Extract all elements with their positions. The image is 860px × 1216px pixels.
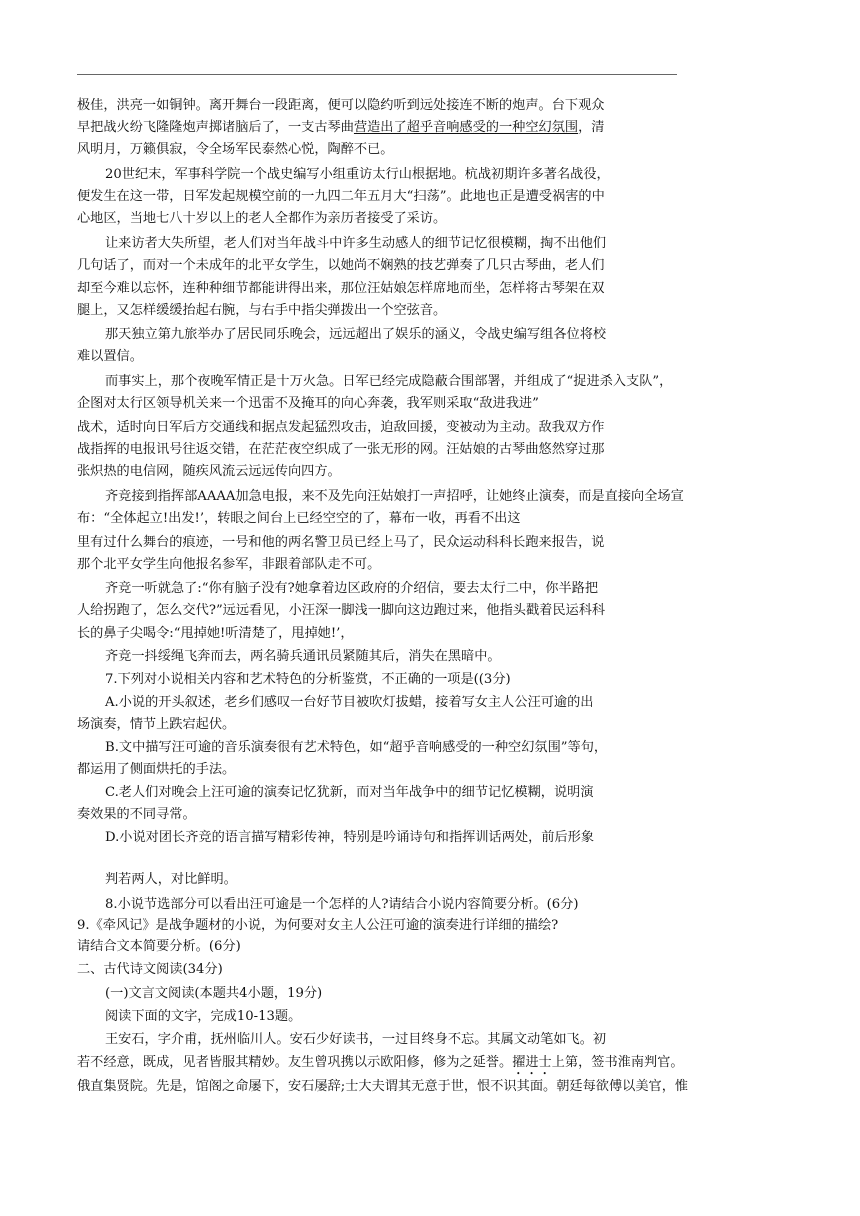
text-run: 人给拐跑了，怎么交代?”远远看见，小汪深一脚浅一脚向这边跑过来，他指头戳着民运科科 bbox=[77, 603, 606, 618]
text-run: 9.《牵风记》是战争题材的小说，为何要对女主人公汪可逾的演奏进行详细的描绘? bbox=[77, 918, 559, 933]
text-line bbox=[77, 302, 446, 320]
text-line bbox=[77, 716, 235, 734]
text-line bbox=[77, 602, 605, 620]
text-run: 7.下列对小说相关内容和艺术特色的分析鉴赏，不正确的一项是((3分) bbox=[105, 672, 511, 687]
text-line bbox=[105, 896, 579, 914]
text-run: 齐竞一抖绥绳飞奔而去，两名骑兵通讯员紧随其后，消失在黑暗中。 bbox=[105, 649, 501, 664]
text-line bbox=[77, 441, 605, 459]
text-line bbox=[77, 210, 446, 228]
text-line bbox=[77, 257, 605, 275]
text-line bbox=[105, 694, 593, 712]
text-line bbox=[105, 671, 511, 689]
text-line bbox=[77, 938, 241, 956]
text-line bbox=[77, 961, 223, 979]
text-run: 极佳，洪亮一如铜钟。离开舞台一段距离，便可以隐约听到远处接连不断的炮声。台下观众 bbox=[77, 98, 605, 113]
text-line bbox=[105, 1031, 606, 1049]
text-run: 战术，适时向日军后方交通线和据点发起猛烈攻击，迫敌回援，变被动为主动。敌我双方作 bbox=[77, 420, 605, 435]
text-line bbox=[77, 806, 196, 824]
text-line bbox=[77, 119, 605, 137]
text-run: 都运用了侧面烘托的手法。 bbox=[77, 762, 236, 777]
text-run: 几句话了，而对一个未成年的北平女学生，以她尚不娴熟的技艺弹奏了几只古琴曲，老人们 bbox=[77, 258, 605, 273]
text-line bbox=[77, 395, 539, 413]
text-run: 俄直集贤院。先是，馆阁之命屡下，安石屡辞;士大夫谓其无意于世，恨不识其面。朝廷每欲傅以美官，惟 bbox=[77, 1079, 689, 1094]
text-run: C.老人们对晚会上汪可逾的演奏记忆犹新，而对当年战争中的细节记忆模糊，说明演 bbox=[105, 785, 594, 800]
text-run: 风明月，万籁俱寂，令全场军民泰然心悦，陶醉不已。 bbox=[77, 142, 394, 157]
text-line bbox=[105, 739, 607, 757]
text-line bbox=[77, 419, 605, 437]
header-rule bbox=[77, 74, 677, 75]
text-line bbox=[105, 648, 501, 666]
text-run: 那个北平女学生向他报名参军，非跟着部队走不可。 bbox=[77, 557, 381, 572]
text-line bbox=[77, 188, 605, 206]
text-line bbox=[77, 625, 354, 643]
text-run: 王安石，字介甫，抚州临川人。安石少好读书，一过目终身不忘。其属文动笔如飞。初 bbox=[105, 1032, 607, 1047]
text-run: 8.小说节选部分可以看出汪可逾是一个怎样的人?请结合小说内容简要分析。(6分) bbox=[105, 897, 579, 912]
text-line bbox=[77, 1078, 688, 1096]
text-run: 战指挥的电报讯号往返交错，在茫茫夜空织成了一张无形的网。汪姑娘的古琴曲悠然穿过那 bbox=[77, 442, 605, 457]
text-run: 20世纪末，军事科学院一个战史编写小组重访太行山根据地。杭战初期许多著名战役， bbox=[105, 167, 610, 182]
text-run: 让来访者大失所望，老人们对当年战斗中许多生动感人的细节记忆很模糊，掏不出他们 bbox=[105, 236, 607, 251]
text-line bbox=[77, 534, 605, 552]
text-line bbox=[105, 235, 606, 253]
text-run: 奏效果的不同寻常。 bbox=[77, 807, 196, 822]
text-run: 企图对太行区领导机关来一个迅雷不及掩耳的向心奔袭，我军则采取“敌进我进” bbox=[77, 396, 539, 411]
text-line bbox=[77, 510, 521, 528]
underlined-phrase: 营造出了超乎音响感受的一种空幻氛围 bbox=[353, 120, 579, 135]
text-line bbox=[77, 463, 341, 481]
text-run: 布：“全体起立!出发!’，转眼之间台上已经空空的了，幕布一收，再看不出这 bbox=[77, 511, 521, 526]
text-line bbox=[105, 985, 322, 1003]
text-line bbox=[105, 488, 684, 506]
emphasized-phrase: 擢进士 bbox=[512, 1055, 552, 1070]
text-run: (一)文言文阅读(本题共4小题，19分) bbox=[105, 986, 323, 1001]
text-run: 齐竞接到指挥部AAAA加急电报，来不及先向汪姑娘打一声招呼，让她终止演奏，而是直接向全场宣 bbox=[105, 489, 684, 504]
text-line bbox=[105, 580, 598, 598]
text-run: 张炽热的电信网，随疾风流云远远传向四方。 bbox=[77, 464, 341, 479]
text-line bbox=[105, 1008, 301, 1026]
text-line bbox=[77, 97, 605, 115]
text-run: 请结合文本简要分析。(6分) bbox=[77, 939, 241, 954]
text-run: 二、古代诗文阅读(34分) bbox=[77, 962, 223, 977]
text-line bbox=[105, 784, 594, 802]
text-run: B.文中描写汪可逾的音乐演奏很有艺术特色，如“超乎音响感受的一种空幻氛围”等句， bbox=[105, 740, 608, 755]
text-line bbox=[77, 761, 235, 779]
text-line bbox=[77, 348, 143, 366]
text-run: 那天独立第九旅举办了居民同乐晚会，远远超出了娱乐的涵义，令战史编写组各位将校 bbox=[105, 327, 607, 342]
text-run-tail: 上第，签书淮南判官。 bbox=[551, 1055, 684, 1070]
text-run: 里有过什么舞台的痕迹，一号和他的两名警卫员已经上马了，民众运动科科长跑来报告，说 bbox=[77, 535, 605, 550]
text-line bbox=[105, 373, 672, 391]
text-line bbox=[77, 1054, 684, 1078]
text-run: A.小说的开头叙述，老乡们感叹一台好节目被吹灯拔蜡，接着写女主人公汪可逾的出 bbox=[105, 695, 594, 710]
text-run: 腿上，又怎样缓缓抬起右腕，与右手中指尖弹拨出一个空弦音。 bbox=[77, 303, 447, 318]
text-run: 长的鼻子尖喝令:“甩掉她!听清楚了，甩掉她!’， bbox=[77, 626, 354, 641]
text-run: 齐竞一听就急了:“你有脑子没有?她拿着边区政府的介绍信，要去太行二中，你半路把 bbox=[105, 581, 599, 596]
text-run: D.小说对团长齐竞的语言描写精彩传神，特别是吟诵诗句和指挥训话两处，前后形象 bbox=[105, 830, 595, 845]
text-run: 判若两人，对比鲜明。 bbox=[105, 872, 237, 887]
text-line bbox=[105, 326, 606, 344]
text-line bbox=[77, 917, 558, 935]
text-line bbox=[105, 166, 610, 184]
text-run: 而事实上，那个夜晚军情正是十万火急。日军已经完成隐蔽合围部署，并组成了“捉进杀入支队”， bbox=[105, 374, 673, 389]
text-run-tail: ，清 bbox=[578, 120, 605, 135]
text-run: 阅读下面的文字，完成10-13题。 bbox=[105, 1009, 302, 1024]
text-line bbox=[77, 280, 605, 298]
text-run: 早把战火纷飞隆隆炮声掷诸脑后了，一支古琴曲 bbox=[77, 120, 354, 135]
text-run: 若不经意，既成，见者皆服其精妙。友生曾巩携以示欧阳修，修为之延誉。 bbox=[77, 1055, 513, 1070]
text-run: 难以置信。 bbox=[77, 349, 143, 364]
text-run: 心地区，当地七八十岁以上的老人全都作为亲历者接受了采访。 bbox=[77, 211, 447, 226]
text-line bbox=[105, 829, 594, 847]
text-run: 便发生在这一带，日军发起规模空前的一九四二年五月大“扫荡”。此地也正是遭受祸害的中 bbox=[77, 189, 605, 204]
text-run: 场演奏，情节上跌宕起伏。 bbox=[77, 717, 236, 732]
text-line bbox=[77, 141, 394, 159]
text-line bbox=[77, 556, 380, 574]
text-run: 却至今难以忘怀，连种种细节都能讲得出来，那位汪姑娘怎样席地而坐，怎样将古琴架在双 bbox=[77, 281, 605, 296]
text-line bbox=[105, 871, 237, 889]
